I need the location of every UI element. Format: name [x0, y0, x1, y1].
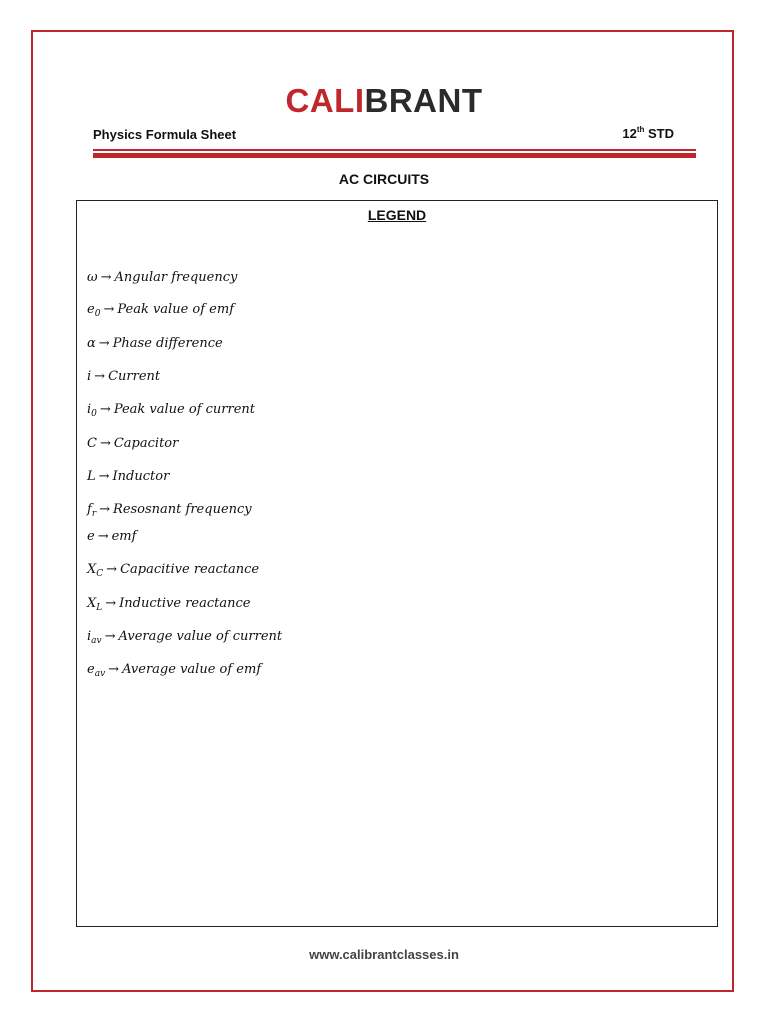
arrow-icon: → — [98, 336, 110, 351]
header-rule-thin — [93, 149, 696, 151]
arrow-icon: → — [104, 629, 116, 644]
legend-item: ω → Angular frequency — [87, 270, 238, 285]
legend-item: L → Inductor — [87, 469, 170, 484]
brand-rest-text: BRANT — [364, 82, 483, 119]
legend-box — [76, 200, 718, 927]
arrow-icon: → — [94, 369, 106, 384]
arrow-icon: → — [99, 502, 111, 517]
arrow-icon: → — [99, 402, 111, 417]
header-rule-thick — [93, 153, 696, 158]
legend-item: $X_L$ → Inductive reactance — [87, 596, 251, 613]
legend-item: $f_r$ → Resosnant frequency — [87, 502, 252, 519]
grade-number: 12 — [622, 126, 637, 141]
arrow-icon: → — [98, 469, 110, 484]
legend-item: $e_{av}$ → Average value of emf — [87, 662, 262, 679]
arrow-icon: → — [99, 436, 111, 451]
legend-item: $i_{av}$ → Average value of current — [87, 629, 283, 646]
arrow-icon: → — [105, 596, 117, 611]
legend-item: C → Capacitor — [87, 436, 179, 451]
legend-heading: LEGEND — [367, 207, 427, 223]
legend-item: e → emf — [87, 529, 137, 544]
arrow-icon: → — [108, 662, 120, 677]
legend-item: α → Phase difference — [87, 336, 223, 351]
legend-item: $e_0$ → Peak value of emf — [87, 302, 235, 319]
arrow-icon: → — [97, 529, 109, 544]
grade-suffix: STD — [644, 126, 674, 141]
brand-logo — [0, 84, 768, 117]
sheet-subtitle: Physics Formula Sheet — [93, 127, 237, 142]
legend-item: i → Current — [87, 369, 161, 384]
arrow-icon: → — [100, 270, 112, 285]
grade-ordinal: th — [636, 125, 645, 134]
section-title: AC CIRCUITS — [338, 171, 430, 187]
legend-item: $i_0$ → Peak value of current — [87, 402, 256, 419]
footer-website: www.calibrantclasses.in — [309, 947, 459, 962]
arrow-icon: → — [103, 302, 115, 317]
brand-accent-text: CALI — [285, 82, 365, 119]
arrow-icon: → — [106, 562, 118, 577]
legend-item: $X_C$ → Capacitive reactance — [87, 562, 260, 579]
grade-label — [622, 125, 674, 141]
